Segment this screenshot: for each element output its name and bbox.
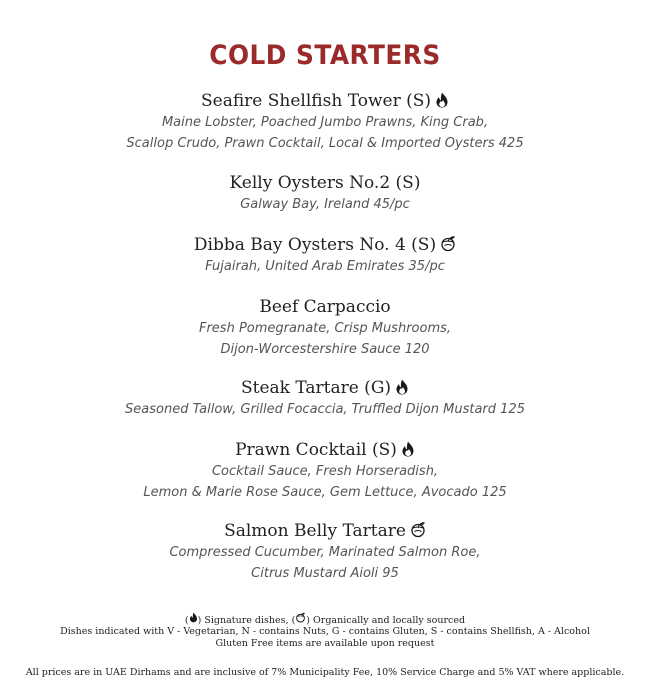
menu-item-description: Citrus Mustard Aioli 95 — [251, 566, 399, 581]
organic-icon — [295, 612, 306, 627]
organic-icon — [440, 235, 456, 252]
menu-item-name: Prawn Cocktail (S) — [0, 439, 650, 461]
prices-note: All prices are in UAE Dirhams and are inclusive of 7% Municipality Fee, 10% Service Charge and 5% VAT where applicable. — [25, 667, 625, 678]
legend-line: ( ) Signature dishes, ( ) Organically and locally sourced — [0, 613, 650, 628]
menu-item-name: Salmon Belly Tartare — [0, 520, 650, 542]
menu-item-name: Steak Tartare (G) — [0, 377, 650, 399]
dietary-note: Dishes indicated with V - Vegetarian, N - contains Nuts, G - contains Gluten, S - contains Shellfish, A - Alcohol — [60, 626, 590, 637]
menu-item-description: Cocktail Sauce, Fresh Horseradish, — [211, 464, 439, 479]
menu-item-description: Dijon-Worcestershire Sauce 120 — [220, 342, 430, 357]
organic-icon — [410, 521, 426, 538]
menu-item-name: Kelly Oysters No.2 (S) — [229, 173, 421, 193]
legend-organic: Organically and locally sourced — [313, 615, 466, 626]
menu-item — [0, 439, 650, 503]
menu-item-description: Maine Lobster, Poached Jumbo Prawns, King Crab, — [161, 115, 489, 130]
menu-item — [0, 90, 650, 154]
menu-item-description: Lemon & Marie Rose Sauce, Gem Lettuce, Avocado 125 — [143, 485, 507, 500]
menu-item — [0, 234, 650, 277]
gluten-note: Gluten Free items are available upon request — [215, 638, 435, 649]
menu-item-description: Scallop Crudo, Prawn Cocktail, Local & Imported Oysters 425 — [126, 136, 524, 151]
menu-item-description: Galway Bay, Ireland 45/pc — [240, 197, 410, 212]
menu-item-name: Dibba Bay Oysters No. 4 (S) — [0, 234, 650, 256]
menu-item — [0, 377, 650, 420]
menu-item-description: Seasoned Tallow, Grilled Focaccia, Truffled Dijon Mustard 125 — [125, 402, 525, 417]
menu-item — [0, 172, 650, 215]
menu-item-name: Beef Carpaccio — [259, 297, 391, 317]
flame-icon — [189, 612, 198, 627]
menu-item-description: Fujairah, United Arab Emirates 35/pc — [205, 259, 445, 274]
menu-item-name: Seafire Shellfish Tower (S) — [0, 90, 650, 112]
section-title: COLD STARTERS — [209, 40, 441, 71]
menu-item — [0, 520, 650, 584]
flame-icon — [395, 379, 409, 395]
menu-item-description: Compressed Cucumber, Marinated Salmon Roe, — [169, 545, 481, 560]
legend-signature: Signature dishes, — [204, 615, 289, 626]
flame-icon — [435, 92, 449, 108]
flame-icon — [401, 441, 415, 457]
menu-item-description: Fresh Pomegranate, Crisp Mushrooms, — [198, 321, 452, 336]
menu-item — [0, 296, 650, 360]
